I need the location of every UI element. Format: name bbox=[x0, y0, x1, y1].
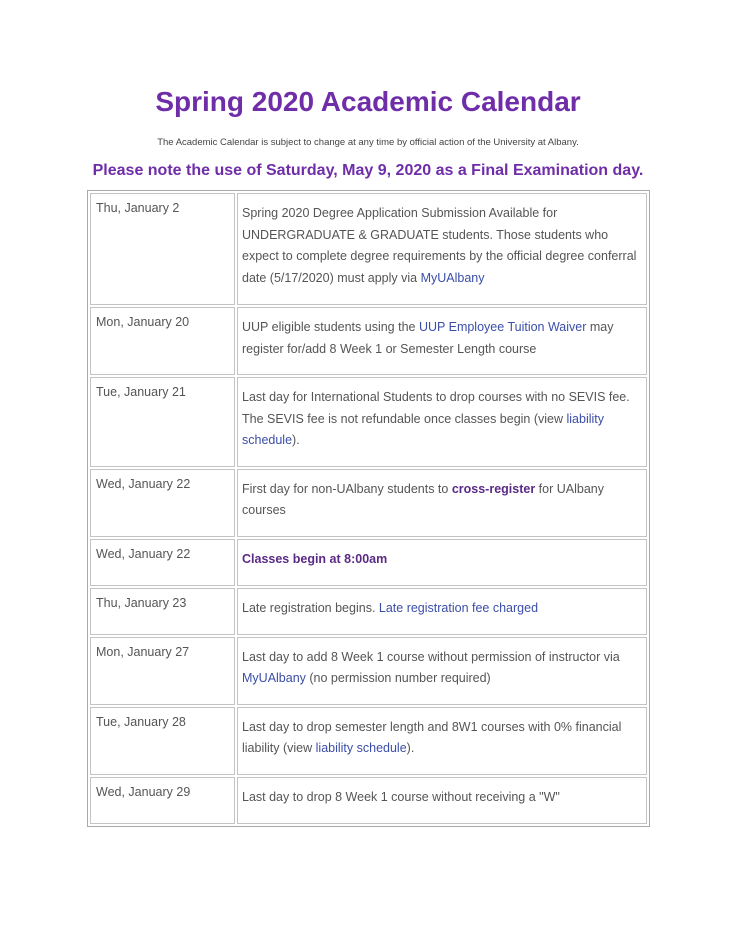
description-text: Last day for International Students to drop courses with no SEVIS fee. The SEVIS fee is not refundable once classes begin (view bbox=[242, 390, 630, 426]
description-cell bbox=[237, 307, 647, 375]
description-text: Last day to add 8 Week 1 course without permission of instructor via bbox=[242, 649, 620, 664]
description-cell bbox=[237, 469, 647, 537]
description-cell bbox=[237, 777, 647, 824]
myualbany-link[interactable]: MyUAlbany bbox=[242, 671, 306, 685]
date-cell: Tue, January 28 bbox=[90, 707, 235, 775]
table-row bbox=[90, 377, 647, 467]
description-text: for UAlbany courses bbox=[242, 481, 604, 517]
description-cell bbox=[237, 588, 647, 635]
date-cell: Mon, January 27 bbox=[90, 637, 235, 705]
description-text: Spring 2020 Degree Application Submission Available for UNDERGRADUATE & GRADUATE students. Those students who expect to complete degree requirements by the official degree conferral date (5/17/2020) must apply via bbox=[242, 206, 637, 285]
late-registration-fee-link[interactable]: Late registration fee charged bbox=[378, 600, 539, 615]
uup-tuition-waiver-link[interactable]: UUP Employee Tuition Waiver bbox=[418, 320, 587, 334]
description-cell bbox=[237, 707, 647, 775]
final-exam-note: Please note the use of Saturday, May 9, 2020 as a Final Examination day. bbox=[92, 162, 644, 179]
myualbany-link[interactable]: MyUAlbany bbox=[420, 270, 485, 285]
calendar-table bbox=[87, 190, 650, 827]
liability-schedule-link[interactable]: liability schedule bbox=[315, 741, 407, 755]
cross-register-emphasis: cross-register bbox=[451, 481, 536, 496]
page-title: Spring 2020 Academic Calendar bbox=[155, 86, 581, 117]
description-text: UUP eligible students using the bbox=[242, 320, 419, 334]
table-row bbox=[90, 588, 647, 635]
table-row bbox=[90, 539, 647, 586]
date-cell: Thu, January 23 bbox=[90, 588, 235, 635]
date-cell: Mon, January 20 bbox=[90, 307, 235, 375]
date-cell: Wed, January 22 bbox=[90, 539, 235, 586]
date-cell: Wed, January 22 bbox=[90, 469, 235, 537]
description-text: Last day to drop 8 Week 1 course without receiving a "W" bbox=[242, 789, 560, 804]
table-row bbox=[90, 469, 647, 537]
table-row bbox=[90, 307, 647, 375]
date-cell: Tue, January 21 bbox=[90, 377, 235, 467]
description-cell bbox=[237, 539, 647, 586]
description-text: ). bbox=[406, 741, 415, 755]
table-row bbox=[90, 637, 647, 705]
description-text: ). bbox=[292, 433, 300, 447]
liability-schedule-link[interactable]: liability schedule bbox=[242, 411, 605, 447]
description-text: may register for/add 8 Week 1 or Semester Length course bbox=[242, 320, 614, 356]
classes-begin-emphasis: Classes begin at 8:00am bbox=[242, 551, 388, 566]
table-row bbox=[90, 707, 647, 775]
date-cell: Wed, January 29 bbox=[90, 777, 235, 824]
description-text: First day for non-UAlbany students to bbox=[242, 481, 452, 496]
description-cell bbox=[237, 637, 647, 705]
description-text: (no permission number required) bbox=[305, 671, 491, 685]
table-row bbox=[90, 777, 647, 824]
date-cell: Thu, January 2 bbox=[90, 193, 235, 305]
description-cell bbox=[237, 193, 647, 305]
table-row bbox=[90, 193, 647, 305]
description-text: Late registration begins. bbox=[242, 600, 379, 615]
calendar-disclaimer: The Academic Calendar is subject to change at any time by official action of the University at Albany. bbox=[157, 137, 579, 148]
description-cell bbox=[237, 377, 647, 467]
description-text: Last day to drop semester length and 8W1 courses with 0% financial liability (view bbox=[242, 719, 622, 755]
